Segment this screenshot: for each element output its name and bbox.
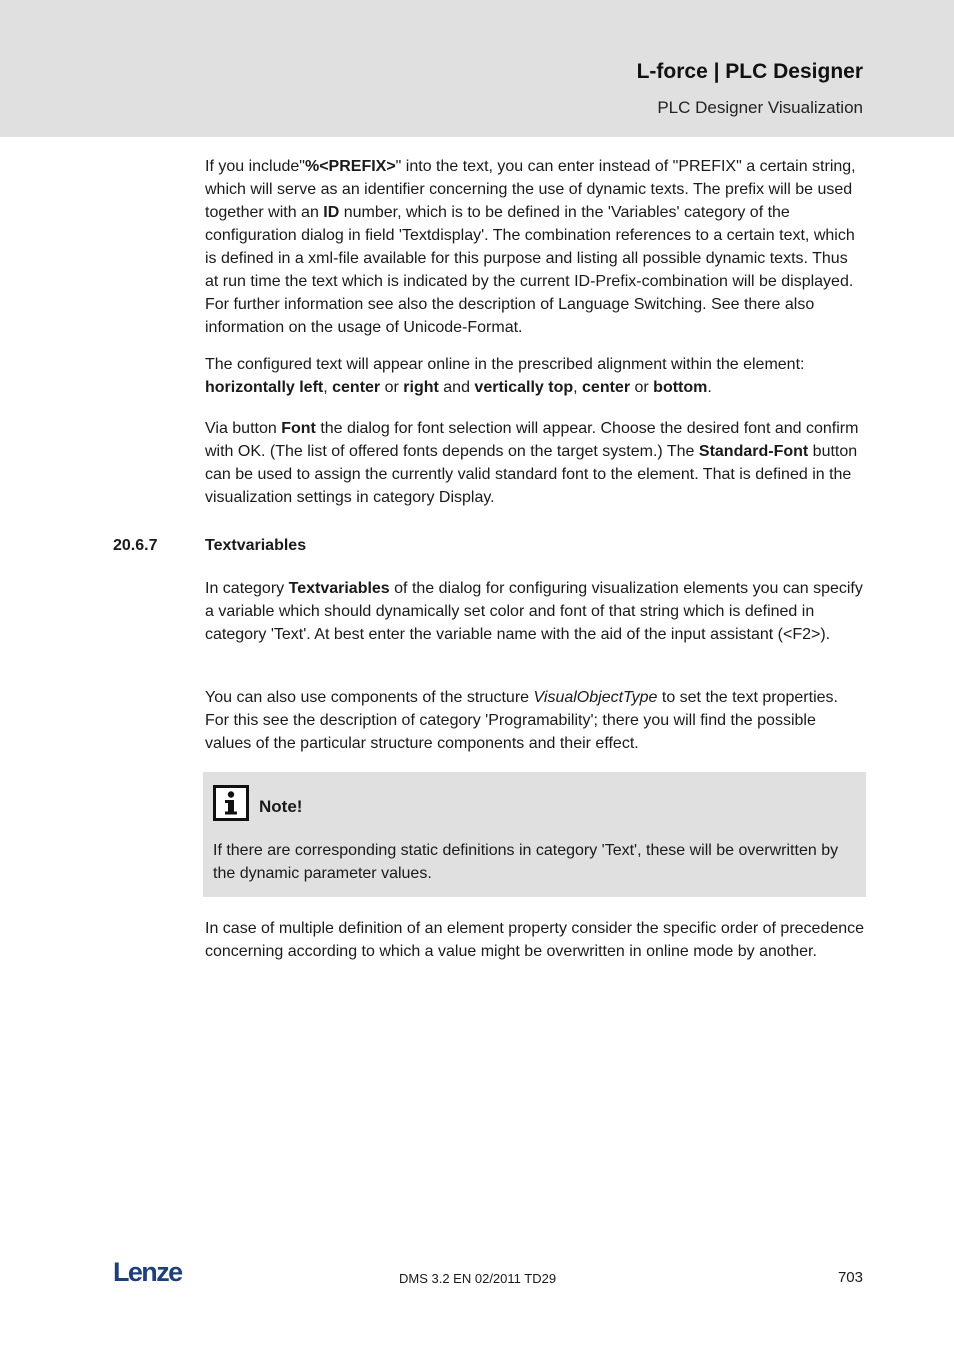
lenze-logo [113,1258,191,1291]
note-text: If there are corresponding static definitions in category 'Text', these will be overwritten by the dynamic parameter values. [213,842,839,882]
text-run: Via button [205,420,282,437]
text-run: or [630,379,654,396]
bold-run: Standard-Font [698,443,809,460]
section-number: 20.6.7 [113,537,158,554]
header-title: L-force | PLC Designer [636,60,863,83]
bold-run: %<PREFIX> [304,158,396,175]
text-run: and [438,379,475,396]
bold-run: horizontally left [205,379,324,396]
italic-run: VisualObjectType [533,689,658,706]
paragraph-font [205,417,865,509]
section-title: Textvariables [205,537,307,554]
bold-run: center [332,379,381,396]
bold-run: bottom [653,379,708,396]
text-run: If you include" [205,158,305,175]
text-run: You can also use components of the structure [205,689,534,706]
bold-run: ID [323,204,340,221]
paragraph-precedence: In case of multiple definition of an element property consider the specific order of precedence concerning according to which a value might be overwritten in online mode by another. [205,920,865,960]
bold-run: vertically top [474,379,574,396]
bold-run: right [403,379,439,396]
text-run: or [380,379,404,396]
text-run: . [707,379,712,396]
text-run: the dialog for font selection will appear. Choose the desired font and confirm with OK. (The list of offered fonts depends on the target system.) The [205,420,859,460]
text-run: , [573,379,583,396]
paragraph-alignment [205,353,865,399]
text-run: In category [205,580,289,597]
text-run: button can be used to assign the currently valid standard font to the element. That is defined in the visualization settings in category Display. [205,443,858,506]
bold-run: Textvariables [288,580,390,597]
text-run: The configured text will appear online in the prescribed alignment within the element: [205,356,805,373]
paragraph-visualobjecttype [205,686,865,755]
note-title: Note! [259,797,303,816]
page-header [0,0,954,137]
bold-run: Font [281,420,316,437]
paragraph-prefix-info [205,155,865,339]
document-id: DMS 3.2 EN 02/2011 TD29 [399,1271,557,1286]
logo-text: Lenze [113,1258,182,1286]
text-run: , [323,379,333,396]
info-icon [213,785,249,821]
paragraph-textvariables [205,577,865,646]
text-run: number, which is to be defined in the 'Variables' category of the configuration dialog in field 'Textdisplay'. The combination references to a certain text, which is defined in a xml-file available for this purpose and listing all possible dynamic texts. Thus at run time the text which is indicated by the current ID-Prefix-combination will be displayed. For further information see also the description of Language Switching. See there also information on the usage of Unicode-Format. [205,204,855,336]
note-box [203,772,866,897]
text-run: of the dialog for configuring visualization elements you can specify a variable which should dynamically set color and font of that string which is defined in category 'Text'. At best enter the variable name with the aid of the input assistant (<F2>). [205,580,863,643]
bold-run: center [582,379,631,396]
page-number: 703 [837,1269,863,1286]
text-run: " into the text, you can enter instead of "PREFIX" a certain string, which will serve as an identifier concerning the use of dynamic texts. The prefix will be used together with an [205,158,856,221]
text-run: to set the text properties. For this see the description of category 'Programability'; there you will find the possible values of the particular structure components and their effect. [205,689,838,752]
header-subtitle: PLC Designer Visualization [657,98,863,117]
